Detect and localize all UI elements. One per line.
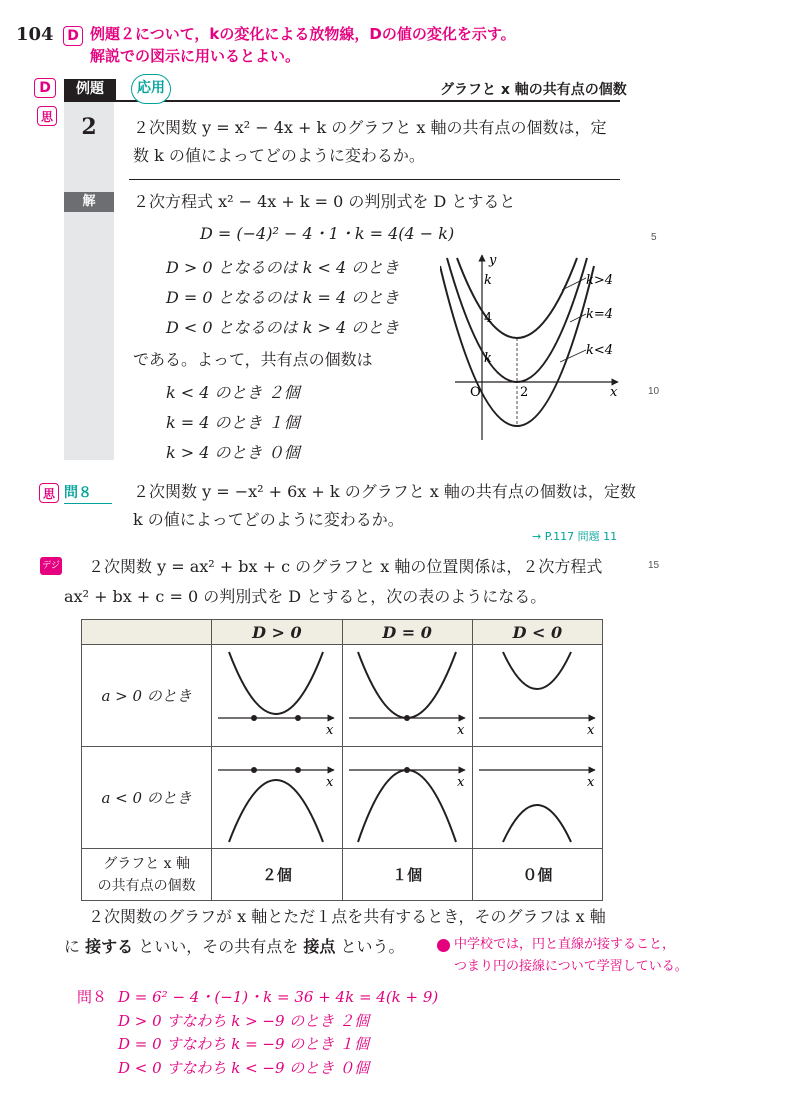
- graph-cell-a-pos-d-neg: [472, 645, 602, 747]
- note-bullet-icon: [437, 939, 450, 952]
- solution-label: 解: [64, 192, 114, 212]
- line-number-5: 5: [651, 232, 657, 243]
- answer-line-2: D > 0 すなわち k > −9 のとき ２個: [118, 1012, 370, 1030]
- discriminant-table: [81, 619, 603, 901]
- count-label-line-2: の共有点の個数: [97, 877, 196, 894]
- curve-label-k-lt-4: k<4: [586, 343, 614, 358]
- graph-cell-a-neg-d-neg: [472, 747, 602, 849]
- count-label-line-1: グラフと x 軸: [103, 855, 191, 872]
- applied-tag: 応用: [131, 74, 171, 104]
- table-header-d-gt-0: D > 0: [212, 620, 342, 645]
- graph-y-tick-4: 4: [484, 311, 493, 326]
- solution-line-7: k < 4 のとき ２個: [166, 383, 300, 402]
- graph-origin: O: [470, 385, 481, 400]
- line-number-15: 15: [648, 560, 660, 571]
- think-badge: 思: [37, 106, 57, 126]
- term-point-of-tangency: 接点: [303, 937, 336, 956]
- summary-line-1: ２次関数 y = ax² + bx + c のグラフと x 軸の位置関係は，２次方程式: [88, 557, 603, 576]
- example-side-panel: [64, 102, 114, 460]
- answer-line-4: D < 0 すなわち k < −9 のとき ０個: [118, 1059, 370, 1077]
- graph-cell-a-neg-d-pos: [212, 747, 342, 849]
- svg-text:x: x: [586, 774, 595, 790]
- solution-line-5: D < 0 となるのは k > 4 のとき: [166, 318, 400, 337]
- curve-label-k-eq-4: k=4: [586, 307, 614, 322]
- page-number: 104: [16, 24, 54, 45]
- definition-post: という。: [340, 937, 405, 956]
- definition-mid: といい，その共有点を: [138, 937, 299, 956]
- solution-line-3: D > 0 となるのは k < 4 のとき: [166, 258, 400, 277]
- row-label-a-negative: a < 0 のとき: [82, 747, 212, 849]
- example-label: 例題: [64, 79, 116, 100]
- problem-separator: [129, 179, 620, 180]
- question-8-reference-link[interactable]: → P.117 問題 11: [532, 530, 618, 543]
- curve-label-k-gt-4: k>4: [586, 273, 614, 288]
- table-header-d-lt-0: D < 0: [472, 620, 602, 645]
- answer-line-1: D = 6² − 4・(−1)・k = 36 + 4k = 4(k + 9): [118, 988, 439, 1006]
- definition-pre: に: [64, 937, 81, 956]
- row-label-a-positive: a > 0 のとき: [82, 645, 212, 747]
- question-8-label: 問８: [64, 482, 112, 504]
- question-8-line-2: k の値によってどのように変わるか。: [133, 510, 404, 529]
- graph-y-tick-k-top: k: [484, 273, 492, 288]
- definition-line-2: [64, 937, 404, 957]
- q8-think-badge: 思: [39, 483, 59, 503]
- curve-k-gt-4: [457, 258, 577, 338]
- digital-badge: デジ: [40, 557, 62, 575]
- table-row-a-positive: [82, 645, 603, 747]
- table-header-row: [82, 620, 603, 645]
- definition-line-1: ２次関数のグラフが x 軸とただ１点を共有するとき，そのグラフは x 軸: [88, 907, 606, 926]
- count-d-eq-0: １個: [342, 849, 472, 901]
- line-number-10: 10: [648, 386, 660, 397]
- svg-text:x: x: [456, 774, 464, 790]
- svg-text:x: x: [456, 722, 464, 738]
- graph-cell-a-pos-d-pos: [212, 645, 342, 747]
- svg-text:x: x: [586, 722, 595, 738]
- graph-y-tick-k-bottom: k: [484, 351, 492, 366]
- answer-line-3: D = 0 すなわち k = −9 のとき １個: [118, 1035, 370, 1053]
- table-row-a-negative: [82, 747, 603, 849]
- term-tangent: 接する: [85, 937, 134, 956]
- solution-line-6: である。よって，共有点の個数は: [133, 350, 373, 369]
- example-problem-line-1: ２次関数 y = x² − 4x + k のグラフと x 軸の共有点の個数は，定: [133, 118, 607, 137]
- teacher-note-line-1: 例題２について，kの変化による放物線，Dの値の変化を示す。: [90, 25, 516, 43]
- solution-line-2: D = (−4)² − 4・1・k = 4(4 − k): [200, 224, 455, 243]
- example-number: 2: [81, 114, 97, 140]
- solution-line-4: D = 0 となるのは k = 4 のとき: [166, 288, 400, 307]
- table-header-d-eq-0: D = 0: [342, 620, 472, 645]
- teacher-note-d-badge: D: [63, 26, 83, 46]
- svg-text:x: x: [326, 774, 334, 790]
- graph-cell-a-pos-d-zero: [342, 645, 472, 747]
- solution-line-8: k = 4 のとき １個: [166, 413, 300, 432]
- d-badge: D: [34, 78, 56, 98]
- teacher-note-line-2: 解説での図示に用いるとよい。: [90, 47, 301, 65]
- solution-line-1: ２次方程式 x² − 4x + k = 0 の判別式を D とすると: [133, 192, 516, 211]
- svg-text:x: x: [326, 722, 334, 738]
- note-line-1: 中学校では，円と直線が接すること，: [454, 937, 676, 952]
- example-parabola-graph: [440, 250, 630, 445]
- note-line-2: つまり円の接線について学習している。: [454, 959, 688, 974]
- graph-tick-2: 2: [520, 385, 529, 400]
- table-row-count: [82, 849, 603, 901]
- graph-cell-a-neg-d-zero: [342, 747, 472, 849]
- count-d-lt-0: ０個: [472, 849, 602, 901]
- graph-x-label: x: [610, 385, 618, 400]
- count-d-gt-0: ２個: [212, 849, 342, 901]
- example-problem-line-2: 数 k の値によってどのように変わるか。: [133, 146, 425, 165]
- question-8-line-1: ２次関数 y = −x² + 6x + k のグラフと x 軸の共有点の個数は，定数: [133, 482, 636, 501]
- summary-line-2: ax² + bx + c = 0 の判別式を D とすると，次の表のようになる。: [64, 587, 547, 606]
- example-heading: グラフと x 軸の共有点の個数: [440, 82, 627, 98]
- row-label-count: [82, 849, 212, 901]
- answer-label: 問８: [77, 988, 108, 1006]
- table-header-corner: [82, 620, 212, 645]
- solution-line-9: k > 4 のとき ０個: [166, 443, 300, 462]
- graph-y-label: y: [489, 253, 497, 268]
